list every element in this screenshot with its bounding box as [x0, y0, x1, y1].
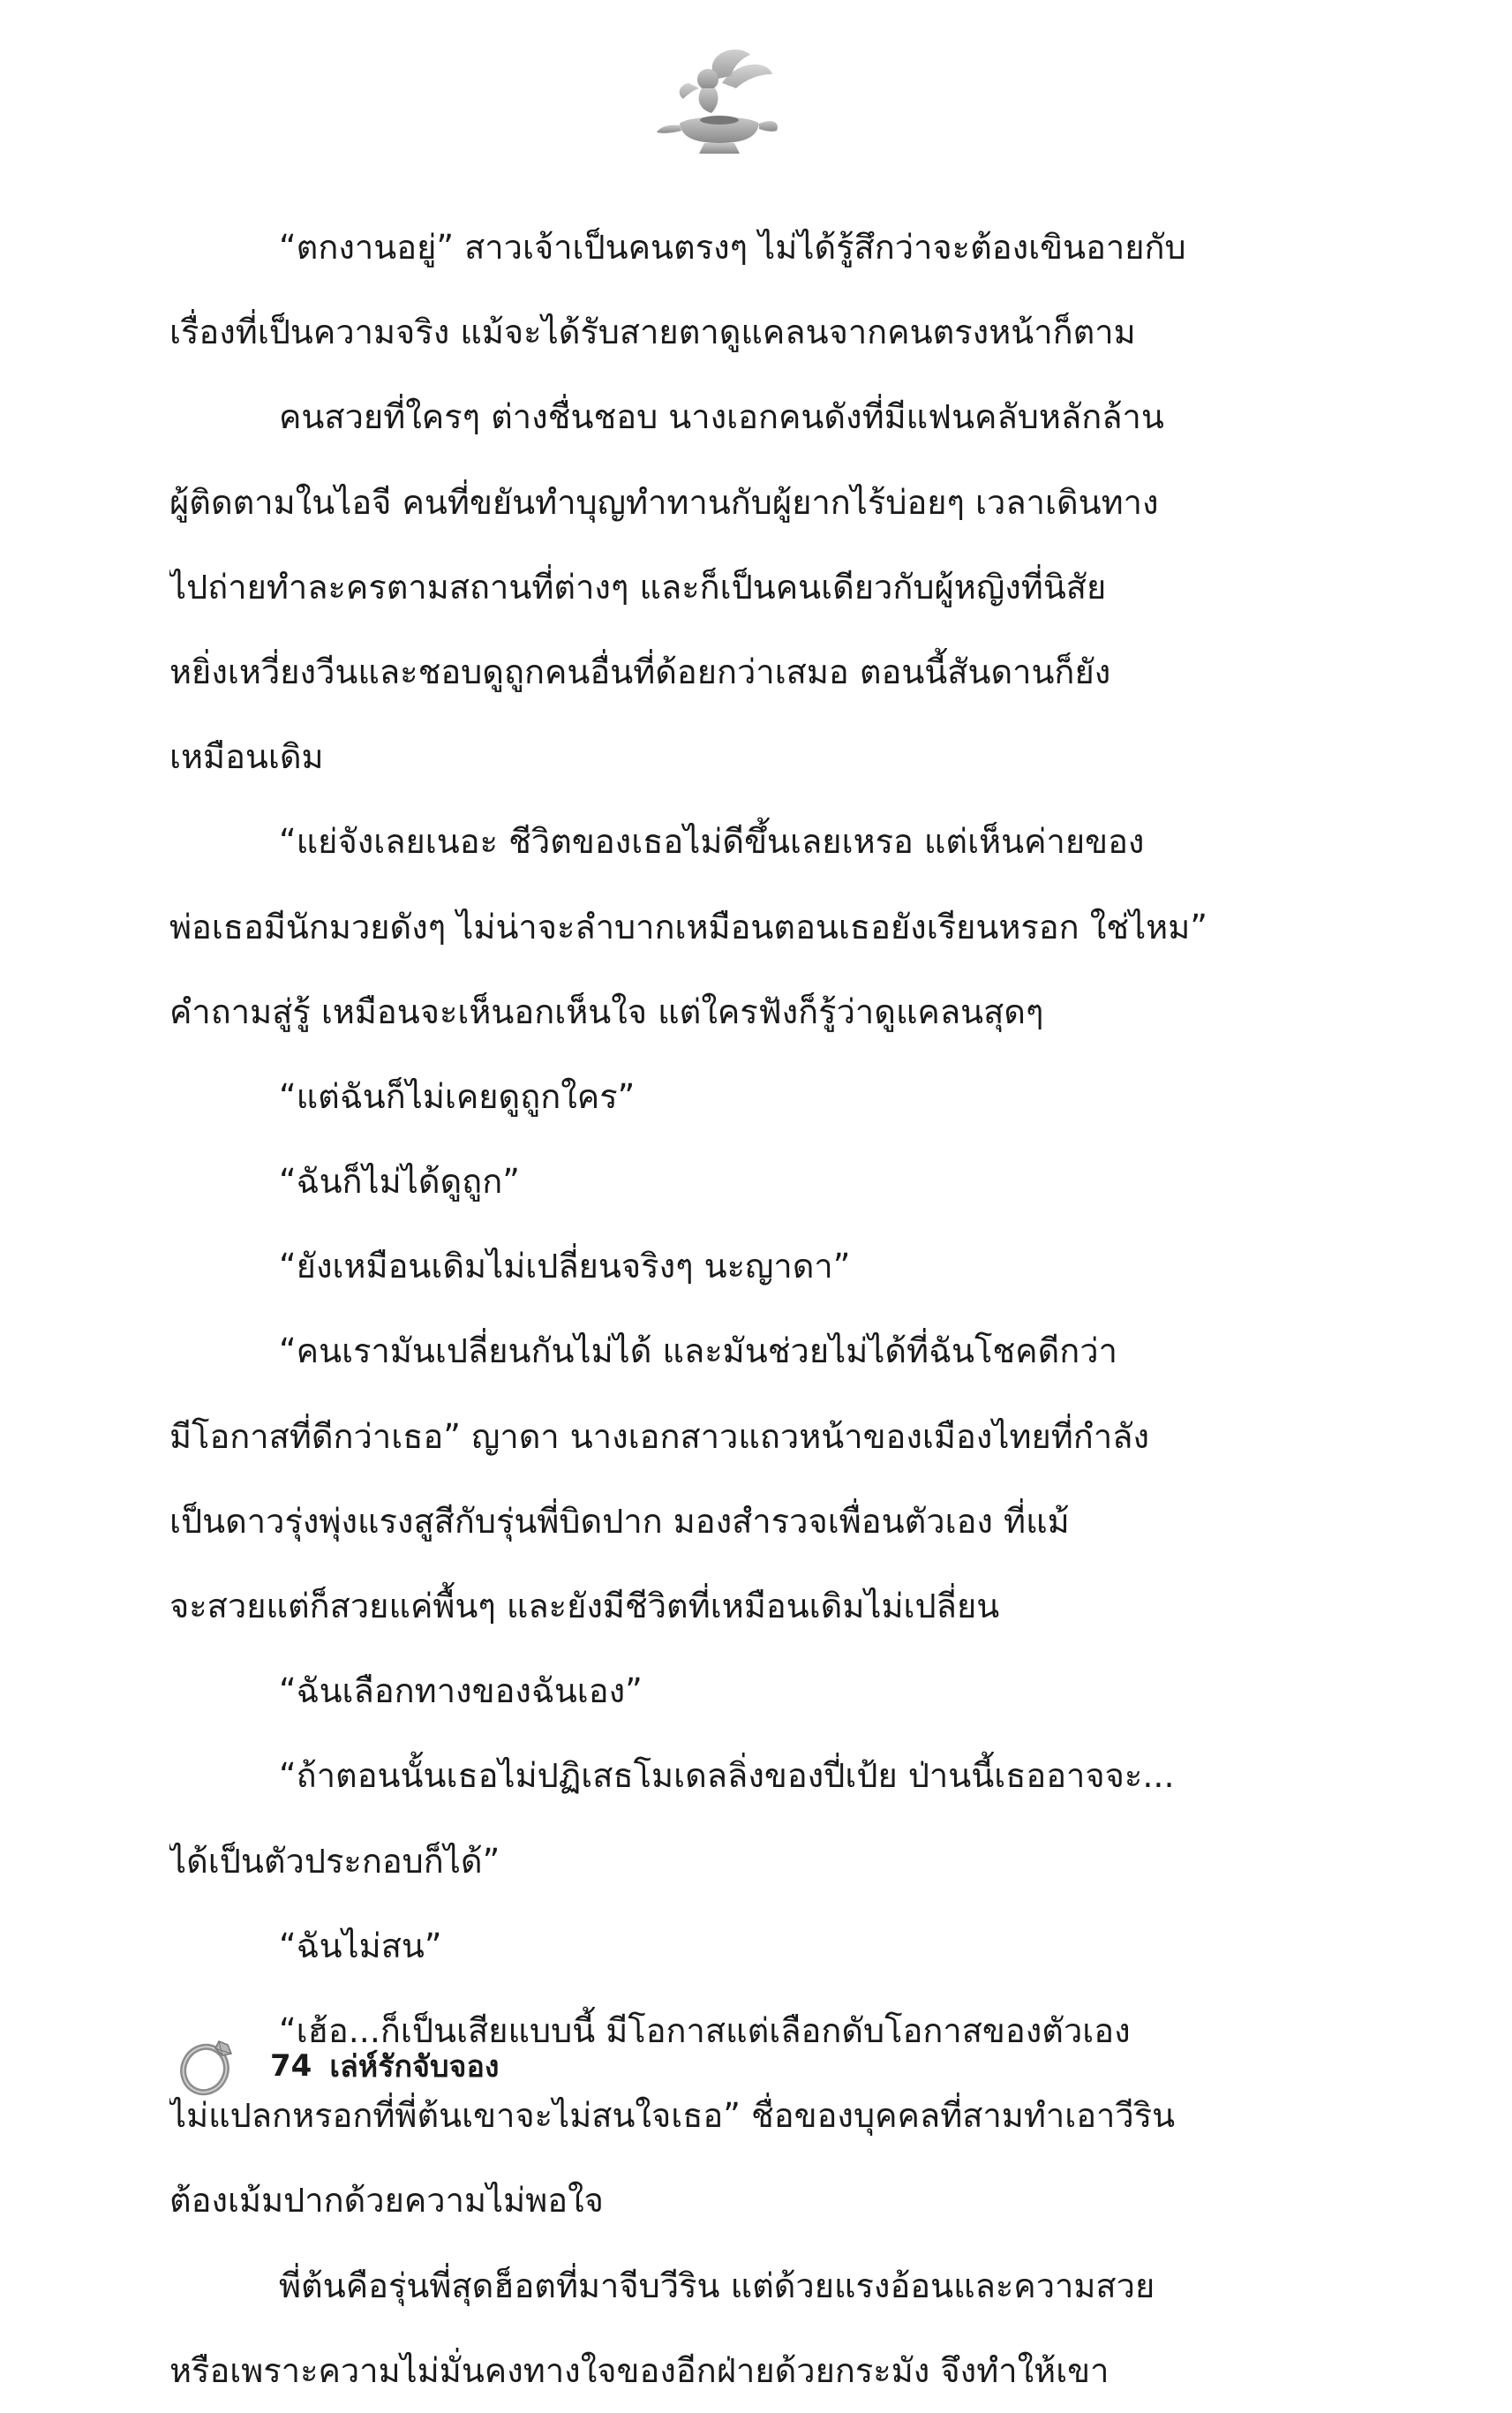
text-line: เป็นดาวรุ่งพุ่งแรงสูสีกับรุ่นพี่บิดปาก มองสำรวจเพื่อนตัวเอง ที่แม้	[169, 1501, 1070, 1541]
text-line: ต้องเม้มปากด้วยความไม่พอใจ	[169, 2181, 604, 2221]
text-line: “คนเรามันเปลี่ยนกันไม่ได้ และมันช่วยไม่ได้ที่ฉันโชคดีกว่า	[279, 1331, 1117, 1371]
text-line: หยิ่งเหวี่ยงวีนและชอบดูถูกคนอื่นที่ด้อยกว่าเสมอ ตอนนี้สันดานก็ยัง	[169, 652, 1111, 691]
text-line: “ฉันก็ไม่ได้ดูถูก”	[279, 1162, 520, 1202]
text-line: จะสวยแต่ก็สวยแค่พื้นๆ และยังมีชีวิตที่เหมือนเดิมไม่เปลี่ยน	[169, 1587, 1000, 1625]
text-line: “ยังเหมือนเดิมไม่เปลี่ยนจริงๆ นะญาดา”	[279, 1247, 851, 1286]
diamond-ring-icon	[177, 2034, 240, 2098]
text-line: “แต่ฉันก็ไม่เคยดูถูกใคร”	[279, 1076, 636, 1116]
text-line: พ่อเธอมีนักมวยดังๆ ไม่น่าจะลำบากเหมือนตอนเธอยังเรียนหรอก ใช่ไหม”	[169, 907, 1207, 946]
text-line: “ถ้าตอนนั้นเธอไม่ปฏิเสธโมเดลลิ่งของปี่เป้ย ป่านนี้เธออาจจะ...	[279, 1756, 1175, 1796]
text-line: ไปถ่ายทำละครตามสถานที่ต่างๆ และก็เป็นคนเดียวกับผู้หญิงที่นิสัย	[169, 567, 1107, 607]
text-line: เรื่องที่เป็นความจริง แม้จะได้รับสายตาดูแคลนจากคนตรงหน้าก็ตาม	[169, 313, 1136, 352]
text-line: ได้เป็นตัวประกอบก็ได้”	[169, 1841, 500, 1881]
teapot-cupid-ornament-icon	[653, 44, 786, 159]
text-line: เหมือนเดิม	[169, 737, 324, 777]
text-line: “ฉันเลือกทางของฉันเอง”	[279, 1671, 643, 1711]
text-line: คนสวยที่ใครๆ ต่างชื่นชอบ นางเอกคนดังที่มีแฟนคลับหลักล้าน	[279, 397, 1164, 437]
text-line: ไม่แปลกหรอกที่พี่ต้นเขาจะไม่สนใจเธอ” ชื่อของบุคคลที่สามทำเอาวีริน	[169, 2096, 1176, 2136]
text-line: หรือเพราะความไม่มั่นคงทางใจของอีกฝ่ายด้วยกระมัง จึงทำให้เขา	[169, 2350, 1110, 2390]
page-number: 74	[270, 2048, 312, 2084]
page-footer	[177, 2031, 500, 2101]
text-line: “เฮ้อ...ก็เป็นเสียแบบนี้ มีโอกาสแต่เลือกดับโอกาสของตัวเอง	[279, 2010, 1131, 2050]
book-title: เล่ห์รักจับจอง	[329, 2049, 500, 2085]
text-line: “ตกงานอยู่” สาวเจ้าเป็นคนตรงๆ ไม่ได้รู้สึกว่าจะต้องเขินอายกับ	[279, 228, 1186, 267]
text-line: “แย่จังเลยเนอะ ชีวิตของเธอไม่ดีขึ้นเลยเหรอ แต่เห็นค่ายของ	[279, 822, 1145, 862]
text-line: คำถามสู่รู้ เหมือนจะเห็นอกเห็นใจ แต่ใครฟังก็รู้ว่าดูแคลนสุดๆ	[169, 992, 1044, 1031]
text-line: “ฉันไม่สน”	[279, 1926, 442, 1965]
text-line: ผู้ติดตามในไอจี คนที่ขยันทำบุญทำทานกับผู้ยากไร้บ่อยๆ เวลาเดินทาง	[169, 482, 1159, 522]
text-line: พี่ต้นคือรุ่นพี่สุดฮ็อตที่มาจีบวีริน แต่ด้วยแรงอ้อนและความสวย	[279, 2266, 1155, 2305]
text-line: มีโอกาสที่ดีกว่าเธอ” ญาดา นางเอกสาวแถวหน้าของเมืองไทยที่กำลัง	[169, 1416, 1149, 1456]
